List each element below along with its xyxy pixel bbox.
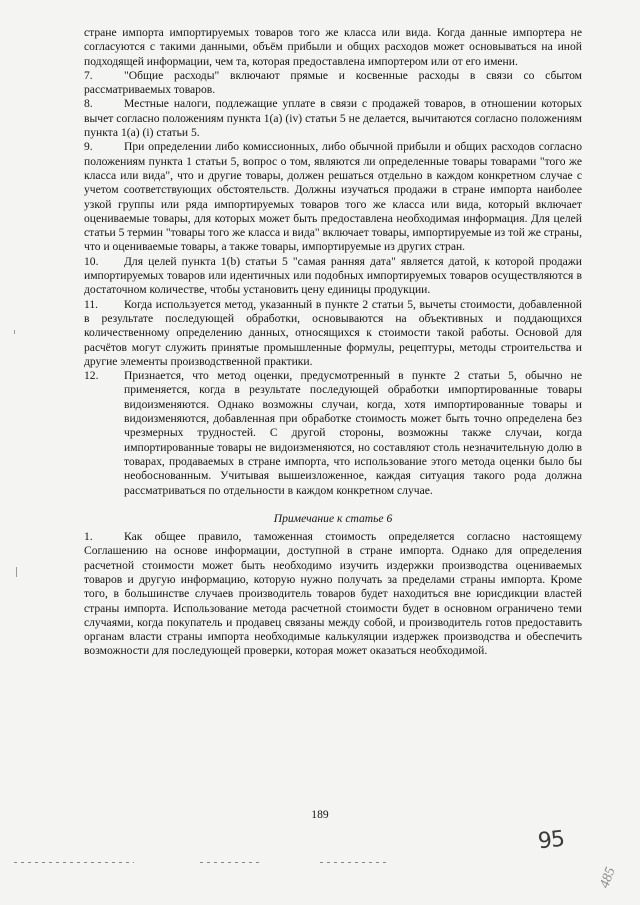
- scan-artifact-line: [320, 862, 390, 863]
- scan-artifact-tick: [16, 567, 17, 577]
- document-body: [84, 26, 582, 659]
- scan-artifact-line: [14, 862, 134, 863]
- page-number: 189: [311, 808, 329, 821]
- paragraph-11: 11. Когда используется метод, указанный в пункте 2 статьи 5, вычеты стоимости, добавленной в результате последующей обработки, основываются на объективных и поддающихся количественному определению данных, относящихся к стоимости такой работы. Основой для расчётов могут служить принятые промышленные формулы, рецептуры, методы строительства и другие элементы производственной практики.: [84, 297, 582, 368]
- paragraph-9: 9. При определении либо комиссионных, либо обычной прибыли и общих расходов согласно положениям пункта 1 статьи 5, вопрос о том, являются ли определенные товары товарами "того же класса или вида", что и другие товары, должен решаться отдельно в каждом конкретном случае с учетом соответствующих обстоятельств. Должны изучаться продажи в стране импорта наиболее узкой группы или ряда импортируемых товаров того же класса или вида, который включает оцениваемые товары, для которых может быть предоставлена необходимая информация. Для целей статьи 5 термин "товары того же класса и вида" включает товары, импортируемые из той же страны, что и оцениваемые товары, а также товары, импортируемые из других стран.: [84, 140, 582, 254]
- scan-artifact-tick: [14, 330, 15, 334]
- paragraph-7: 7. "Общие расходы" включают прямые и косвенные расходы в связи со сбытом рассматриваемых товаров.: [84, 68, 582, 97]
- paragraph-continuation: стране импорта импортируемых товаров того же класса или вида. Когда данные импортера не согласуются с такими данными, объём прибыли и общих расходов может основываться на иной подходящей информации, чем та, которая предоставлена импортером или от его имени.: [84, 26, 582, 68]
- corner-handwritten-mark: 485: [597, 865, 619, 891]
- note-paragraph-1: 1. Как общее правило, таможенная стоимость определяется согласно настоящему Соглашению на основе информации, доступной в стране импорта. Однако для определения расчетной стоимости может быть необходимо изучить издержки производства оцениваемых товаров и другую информацию, которую нужно получать за пределами страны импорта. Кроме того, в большинстве случаев производитель товаров будет находиться вне юрисдикции властей страны импорта. Использование метода расчетной стоимости будет в основном ограничено теми случаями, когда покупатель и продавец связаны между собой, и производитель готов предоставить органам власти страны импорта необходимые калькуляции издержек производства и обеспечить возможности для последующей проверки, которая может оказаться необходимой.: [84, 530, 582, 658]
- paragraph-8: 8. Местные налоги, подлежащие уплате в связи с продажей товаров, в отношении которых вычет согласно положениям пункта 1(а) (iv) статьи 5 не делается, вычитаются согласно положениям пункта 1(а) (i) статьи 5.: [84, 97, 582, 140]
- note-heading: Примечание к статье 6: [273, 511, 393, 525]
- handwritten-page-number: 95: [536, 826, 566, 855]
- paragraph-12: 12. Признается, что метод оценки, предусмотренный в пункте 2 статьи 5, обычно не применяется, когда в результате последующей обработки импортированные товары видоизменяются. Однако возможны случаи, когда, хотя импортированные товары и видоизменяются, добавленная при обработке стоимость может быть точно определена без чрезмерных трудностей. С другой стороны, возможны также случаи, когда импортированные товары не видоизменяются, но составляют столь незначительную долю в товарах, продаваемых в стране импорта, что использование этого метода оценки было бы необоснованным. Учитывая вышеизложенное, каждая ситуация такого рода должна рассматриваться по отдельности в каждом конкретном случае.: [84, 369, 582, 497]
- scan-artifact-line: [200, 862, 260, 863]
- paragraph-10: 10. Для целей пункта 1(b) статьи 5 "самая ранняя дата" является датой, к которой продажи импортируемых товаров или идентичных или подобных импортируемых товаров осуществляются в достаточном количестве, чтобы установить цену единицы продукции.: [84, 254, 582, 297]
